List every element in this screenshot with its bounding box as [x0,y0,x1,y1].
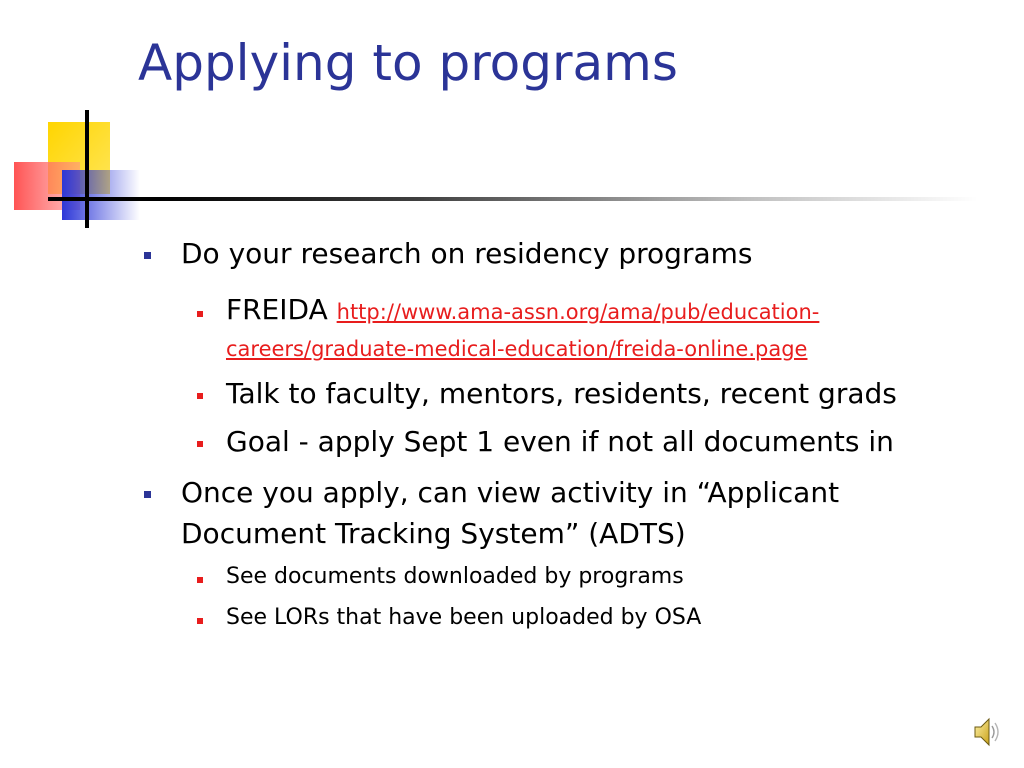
bullet-marker [144,252,151,259]
speaker-icon[interactable] [972,714,1002,750]
bullet-see-lors: See LORs that have been uploaded by OSA [226,605,702,630]
bullet-marker [197,577,203,583]
bullet-research: Do your research on residency programs [181,237,753,270]
bullet-marker [197,311,203,317]
freida-label: FREIDA [226,293,328,326]
bullet-adts-line2: Document Tracking System” (ADTS) [181,517,686,550]
bullet-marker [144,491,151,498]
bullet-freida [226,293,820,326]
bullet-marker [197,441,203,447]
bullet-talk-to-faculty: Talk to faculty, mentors, residents, recent grads [226,377,897,410]
freida-link[interactable]: http://www.ama-assn.org/ama/pub/education- [336,300,820,324]
bullet-adts-line1: Once you apply, can view activity in “Applicant [181,476,840,509]
bullet-goal: Goal - apply Sept 1 even if not all documents in [226,425,894,458]
slide-title: Applying to programs [138,34,678,92]
bullet-marker [197,393,203,399]
freida-link-continued[interactable]: careers/graduate-medical-education/freida-online.page [226,337,808,361]
bullet-marker [197,618,203,624]
bullet-see-documents: See documents downloaded by programs [226,564,684,589]
